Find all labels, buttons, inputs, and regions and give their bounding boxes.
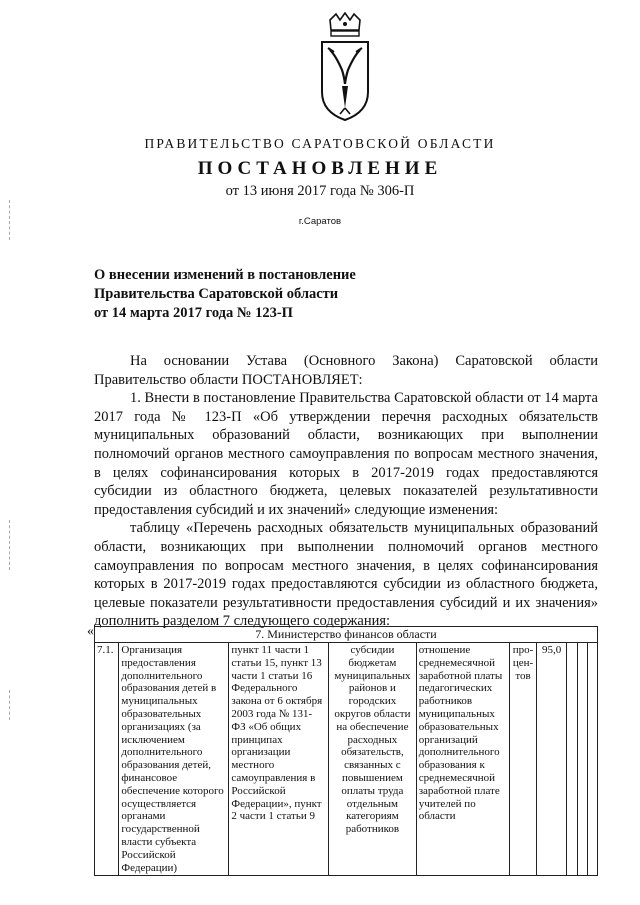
body-paragraph: На основании Устава (Основного Закона) Саратовской области Правительство области ПОСТАНОВЛЯЕТ: — [94, 353, 598, 388]
opening-quote: « — [87, 624, 94, 639]
coat-of-arms-emblem — [316, 12, 374, 124]
section-title: 7. Министерство финансов области — [95, 627, 598, 643]
row-value: 95,0 — [536, 643, 567, 876]
body-paragraph: таблицу «Перечень расходных обязательств муниципальных образований области, возникающих при выполнении полномочий органов местного самоуправления по вопросам местного значения, в целях софинансирования которых в 2017-2019 годах предоставляются субсидии из областного бюджета, целевые показатели результативности предоставления субсидий и их значения» дополнить разделом 7 следующего содержания: — [94, 520, 598, 630]
document-heading — [94, 266, 356, 323]
heading-line: от 14 марта 2017 года № 123-П — [94, 305, 293, 321]
empty-cell — [587, 643, 597, 876]
document-type: ПОСТАНОВЛЕНИЕ — [197, 158, 443, 179]
row-indicator: отношение среднемесячной заработной платы педагогических работников муниципальных образовательных организаций дополнительного образования к среднемесячной заработной плате учителей по области — [416, 643, 510, 876]
row-legal-basis: пункт 11 части 1 статьи 15, пункт 13 части 1 статьи 16 Федерального закона от 6 октября 2003 года № 131-ФЗ «Об общих принципах организации местного самоуправления в Российской Федерации», пункт 2 части 1 статьи 9 — [229, 643, 329, 876]
empty-cell — [567, 643, 577, 876]
document-body — [94, 352, 598, 631]
row-subsidy: субсидии бюджетам муниципальных районов и городских округов области на обеспечение расходных обязательств, связанных с повышением оплаты труда отдельным категориям работников — [329, 643, 417, 876]
document-city: г.Саратов — [298, 216, 342, 227]
scan-mark — [9, 690, 11, 720]
row-number: 7.1. — [95, 643, 119, 876]
scan-mark — [9, 520, 11, 570]
table-row — [95, 643, 598, 876]
government-name: ПРАВИТЕЛЬСТВО САРАТОВСКОЙ ОБЛАСТИ — [144, 136, 496, 151]
row-obligation: Организация предоставления дополнительного образования детей в муниципальных образовательных организациях (за исключением дополнительного образования детей, финансовое обеспечение которого осуществляется органами государственной власти субъекта Российской Федерации) — [119, 643, 229, 876]
body-paragraph: 1. Внести в постановление Правительства Саратовской области от 14 марта 2017 года № 123-П «Об утверждении перечня расходных обязательств муниципальных образований области, возникающих при выполнении полномочий органов местного самоуправления по вопросам местного значения, в целях софинансирования которых в 2017-2019 годах предоставляются субсидии из областного бюджета, целевых показателей результативности предоставления субсидий и их значений» следующие изменения: — [94, 390, 598, 518]
heading-line: Правительства Саратовской области — [94, 286, 339, 302]
heading-line: О внесении изменений в постановление — [94, 267, 356, 283]
document-date-number: от 13 июня 2017 года № 306-П — [225, 183, 415, 199]
empty-cell — [577, 643, 587, 876]
row-unit: про-цен-тов — [510, 643, 536, 876]
table-section-row — [95, 627, 598, 643]
obligations-table — [94, 626, 598, 876]
